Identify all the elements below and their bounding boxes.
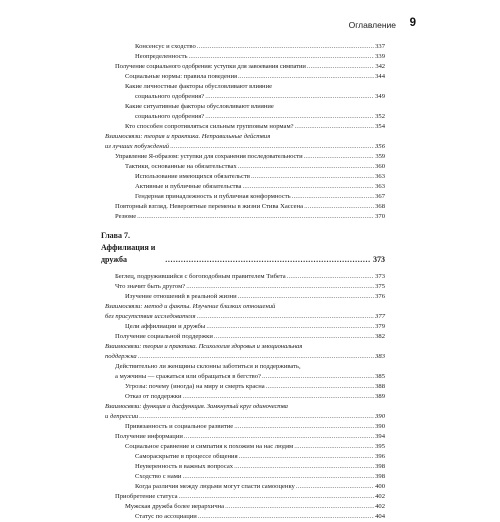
toc-entry[interactable]: Взаимосвязи: функция и дисфункция. Замкнутый круг одиночества и депрессии ..... 390 bbox=[105, 402, 385, 422]
toc-entry[interactable]: Взаимосвязи: теория и практика. Неправильные действия из лучших побуждений ..... 356 bbox=[105, 132, 385, 152]
toc-entry[interactable]: Отказ от поддержки ..... 389 bbox=[105, 392, 385, 402]
chapter-heading[interactable]: Глава 7. Аффилиация и дружба ..... 373 bbox=[101, 230, 385, 266]
toc-entry[interactable]: Самораскрытие в процессе общения ..... 396 bbox=[105, 452, 385, 462]
table-of-contents bbox=[101, 42, 385, 522]
toc-entry[interactable]: Какие личностные факторы обусловливают влияние социального одобрения? ..... 349 bbox=[105, 82, 385, 102]
toc-entry[interactable]: Социальное сравнение и симпатия к похожим на нас людям ..... 395 bbox=[105, 442, 385, 452]
toc-entry[interactable]: Какие ситуативные факторы обусловливают влияние социального одобрения? ..... 352 bbox=[105, 102, 385, 122]
toc-entry[interactable]: Взаимосвязи: метод и факты. Изучение близких отношений без присутствия исследователя ..... 377 bbox=[105, 302, 385, 322]
running-head: Оглавление bbox=[348, 20, 396, 30]
toc-entry[interactable]: Гендерная принадлежность и публичная конформность ..... 367 bbox=[105, 192, 385, 202]
toc-entry[interactable]: Приобретение статуса ..... 402 bbox=[105, 492, 385, 502]
toc-entry[interactable]: Получение социального одобрения: уступки для завоевания симпатии ..... 342 bbox=[105, 62, 385, 72]
toc-entry[interactable]: Угрозы: почему (иногда) на миру и смерть красна ..... 388 bbox=[105, 382, 385, 392]
toc-entry[interactable]: Когда различия между людьми могут спасти самооценку ..... 400 bbox=[105, 482, 385, 492]
toc-entry[interactable]: Что значит быть другом? ..... 375 bbox=[105, 282, 385, 292]
toc-entry[interactable]: Управление Я-образом: уступки для сохранения последовательности ..... 359 bbox=[105, 152, 385, 162]
toc-entry[interactable]: Неуверенность в важных вопросах ..... 398 bbox=[105, 462, 385, 472]
toc-entry[interactable]: Резюме ..... 370 bbox=[105, 212, 385, 222]
toc-entry[interactable]: Повторный взгляд. Невероятные перемены в жизни Стива Хассена ..... 368 bbox=[105, 202, 385, 212]
toc-entry[interactable]: Сходство с нами ..... 398 bbox=[105, 472, 385, 482]
toc-entry[interactable]: Тактики, основанные на обязательствах ..... 360 bbox=[105, 162, 385, 172]
toc-entry[interactable]: Беглец, подружившийся с богоподобным правителем Тибета ..... 373 bbox=[105, 272, 385, 282]
toc-entry[interactable]: Изучение отношений в реальной жизни ..... 376 bbox=[105, 292, 385, 302]
toc-entry[interactable]: Действительно ли женщины склонны заботиться и поддерживать, а мужчины — сражаться или обращаться в бегство? ..... 385 bbox=[105, 362, 385, 382]
page-number: 9 bbox=[409, 17, 416, 29]
toc-entry[interactable]: Цели аффилиации и дружбы ..... 379 bbox=[105, 322, 385, 332]
toc-entry[interactable]: Получение социальной поддержки ..... 382 bbox=[105, 332, 385, 342]
toc-entry[interactable]: Получение информации ..... 394 bbox=[105, 432, 385, 442]
toc-entry[interactable]: Статус по ассоциации ..... 404 bbox=[105, 512, 385, 522]
toc-entry[interactable]: Консенсус и сходство ..... 337 bbox=[105, 42, 385, 52]
toc-entry[interactable]: Использование имеющихся обязательств ..... 363 bbox=[105, 172, 385, 182]
toc-entry[interactable]: Активные и публичные обязательства ..... 363 bbox=[105, 182, 385, 192]
toc-entry[interactable]: Привязанность и социальное развитие ..... 390 bbox=[105, 422, 385, 432]
toc-entry[interactable]: Кто способен сопротивляться сильным групповым нормам? ..... 354 bbox=[105, 122, 385, 132]
toc-entry[interactable]: Мужская дружба более иерархична ..... 402 bbox=[105, 502, 385, 512]
toc-entry[interactable]: Неопределенность ..... 339 bbox=[105, 52, 385, 62]
toc-entry[interactable]: Социальные нормы: правила поведения ..... 344 bbox=[105, 72, 385, 82]
toc-entry[interactable]: Взаимосвязи: теория и практика. Психология здоровья и эмоциональная поддержка ..... 383 bbox=[105, 342, 385, 362]
